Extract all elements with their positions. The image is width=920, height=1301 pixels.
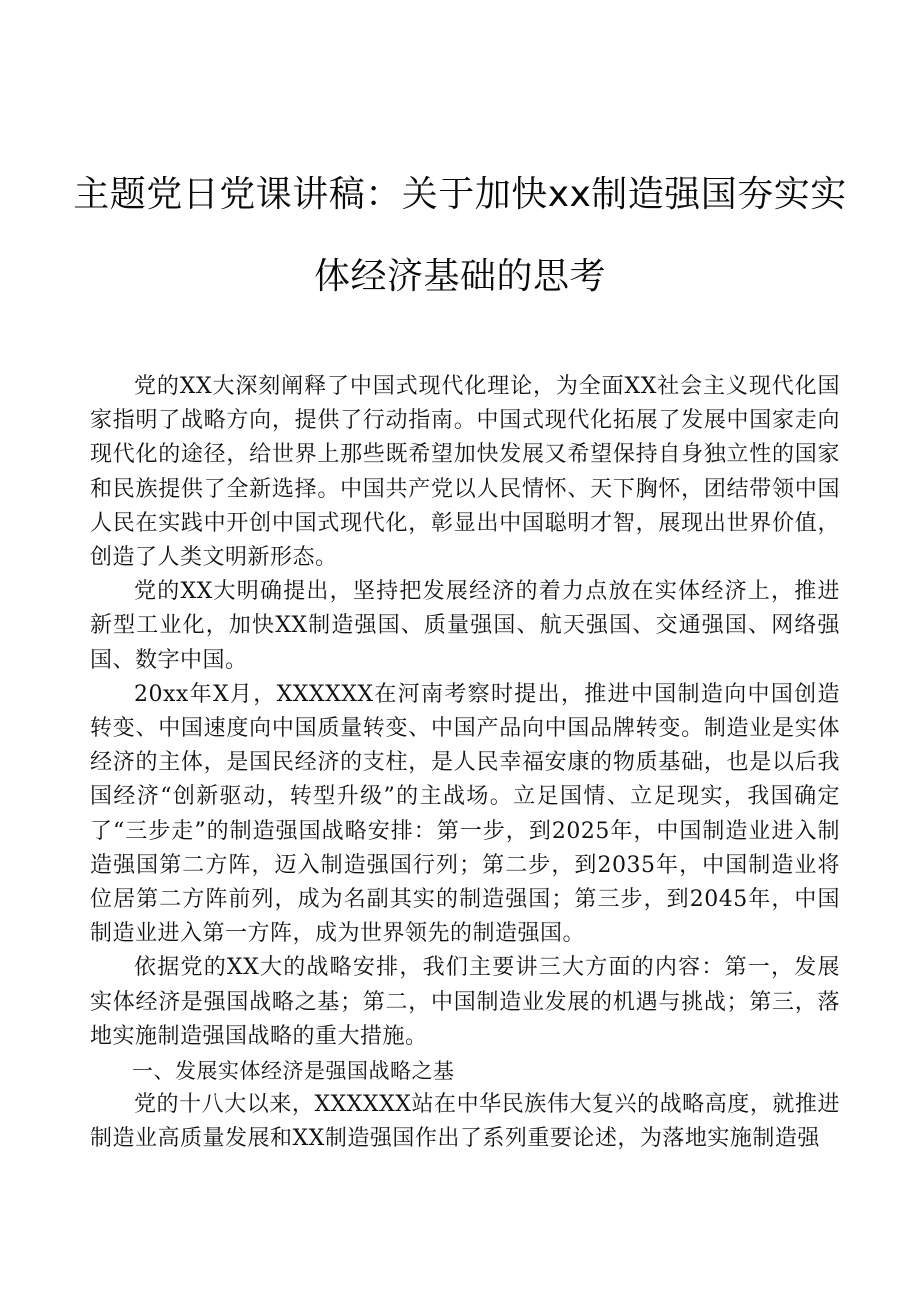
body-paragraph: 20xx年X月，XXXXXX在河南考察时提出，推进中国制造向中国创造转变、中国速度向中国质量转变、中国产品向中国品牌转变。制造业是实体经济的主体，是国民经济的支柱，是人民幸福安康的物质基础，也是以后我国经济“创新驱动，转型升级”的主战场。立足国情、立足现实，我国确定了“三步走”的制造强国战略安排：第一步，到2025年，中国制造业进入制造强国第二方阵，迈入制造强国行列；第二步，到2035年，中国制造业将位居第二方阵前列，成为名副其实的制造强国；第三步，到2045年，中国制造业进入第一方阵，成为世界领先的制造强国。	[90, 681, 840, 947]
document-title-line-1: 主题党日党课讲稿：关于加快xx制造强国夯实实	[73, 174, 847, 215]
document-title-line-2: 体经济基础的思考	[313, 256, 606, 297]
body-paragraph: 党的十八大以来，XXXXXX站在中华民族伟大复兴的战略高度，就推进制造业高质量发展和XX制造强国作出了系列重要论述，为落地实施制造强	[90, 1092, 840, 1152]
body-paragraph: 党的XX大明确提出，坚持把发展经济的着力点放在实体经济上，推进新型工业化，加快XX制造强国、质量强国、航天强国、交通强国、网络强国、数字中国。	[90, 579, 840, 673]
body-paragraph: 党的XX大深刻阐释了中国式现代化理论，为全面XX社会主义现代化国家指明了战略方向，提供了行动指南。中国式现代化拓展了发展中国家走向现代化的途径，给世界上那些既希望加快发展又希望保持自身独立性的国家和民族提供了全新选择。中国共产党以人民情怀、天下胸怀，团结带领中国人民在实践中开创中国式现代化，彰显出中国聪明才智，展现出世界价值，创造了人类文明新形态。	[90, 374, 840, 571]
document-body	[90, 370, 840, 1157]
section-heading: 一、发展实体经济是强国战略之基	[132, 1059, 455, 1084]
body-paragraph: 依据党的XX大的战略安排，我们主要讲三大方面的内容：第一，发展实体经济是强国战略之基；第二，中国制造业发展的机遇与挑战；第三，落地实施制造强国战略的重大措施。	[90, 955, 840, 1049]
